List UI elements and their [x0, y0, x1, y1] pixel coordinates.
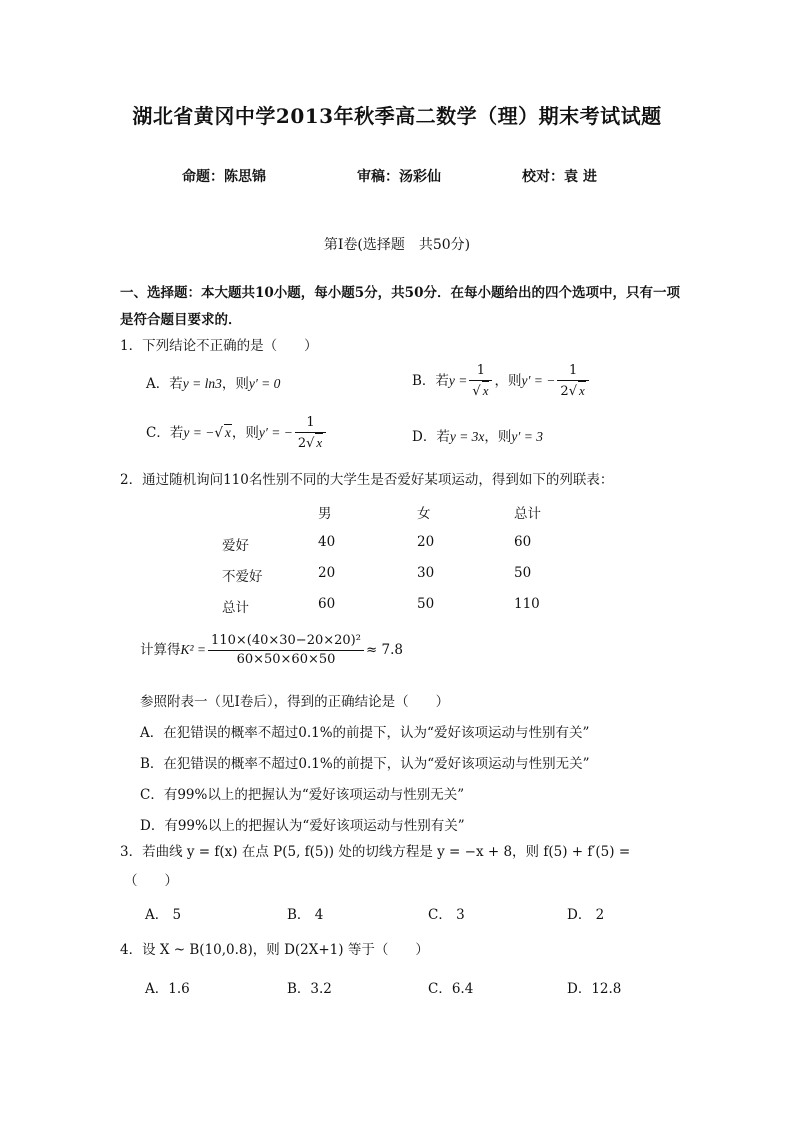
question-4-stem: 4．设 X ~ B(10,0.8)，则 D(2X+1) 等于（ ） [120, 942, 429, 958]
q1-b-res-fraction [557, 362, 588, 401]
q1-d-cond: y = 3x [449, 429, 485, 444]
table-cell: 110 [514, 596, 540, 612]
page-title: 湖北省黄冈中学2013年秋季高二数学（理）期末考试试题 [132, 104, 662, 128]
q2-calc-prefix: 计算得 [140, 642, 181, 658]
q2-calc-den: 60×50×60×50 [236, 652, 336, 667]
section-heading: 第Ⅰ卷(选择题 共50分) [323, 237, 471, 253]
q1-b-res-rad: x [578, 383, 585, 398]
q4-option-b: B．3.2 [287, 981, 332, 997]
table-header-female: 女 [417, 506, 431, 522]
author-credit: 命题：陈思锦 [182, 169, 266, 185]
q1-option-b [412, 362, 591, 401]
table-cell: 20 [318, 565, 336, 581]
table-cell: 50 [514, 565, 532, 581]
q1-option-c: C．若y = −√ x，则y′ = − $\frac{1}{2√ x}$ [146, 414, 328, 453]
proofreader-credit: 校对：袁 进 [522, 169, 597, 185]
table-row-label: 爱好 [222, 538, 249, 554]
table-row-label: 总计 [222, 600, 249, 616]
q1-c-res-rad: x [316, 435, 323, 450]
q1-c-res-den: 2√ x [297, 435, 323, 451]
q1-b-res-coef: 2 [560, 384, 569, 399]
q3-option-d: D． 2 [567, 907, 605, 923]
q1-c-res-coef: 2 [297, 436, 307, 451]
table-header-male: 男 [318, 506, 332, 522]
q1-c-res-num: 1 [295, 414, 326, 433]
q2-calc-lhs: K² = [180, 642, 207, 657]
table-cell: 30 [417, 565, 435, 581]
q1-c-prefix: C．若 [146, 425, 184, 441]
table-cell: 50 [417, 596, 435, 612]
q2-reference: 参照附表一（见Ⅰ卷后），得到的正确结论是（ ） [140, 694, 450, 710]
q2-calc-num: 110×(40×30−20×20)² [208, 632, 364, 651]
q1-b-lhs: y = [448, 373, 468, 388]
q1-a-cond: y = ln3 [182, 376, 222, 391]
q1-d-prefix: D．若 [412, 429, 450, 445]
instructions: 一、选择题：本大题共10小题，每小题5分，共50分．在每小题给出的四个选项中，只有一项是符合题目要求的． [120, 285, 680, 328]
q4-option-a: A．1.6 [145, 981, 190, 997]
q1-b-result: y′ = − [521, 373, 556, 388]
q1-d-mid: ，则 [484, 429, 512, 445]
q4-option-c: C．6.4 [428, 981, 474, 997]
question-3-paren: （ ） [124, 873, 178, 889]
table-cell: 20 [417, 534, 435, 550]
table-cell: 60 [318, 596, 336, 612]
q1-a-prefix: A．若 [146, 376, 183, 392]
question-3-stem: 3．若曲线 y = f(x) 在点 P(5, f(5)) 处的切线方程是 y = −x + 8，则 f(5) + f′(5) = [120, 844, 631, 860]
q1-c-res-fraction [295, 414, 326, 453]
q2-option-b: B．在犯错误的概率不超过0.1%的前提下，认为“爱好该项运动与性别无关” [140, 756, 590, 772]
q2-calc-approx: ≈ 7.8 [365, 642, 404, 658]
q4-option-d: D．12.8 [567, 981, 622, 997]
q2-option-c: C．有99%以上的把握认为“爱好该项运动与性别无关” [140, 787, 465, 803]
q2-option-a: A．在犯错误的概率不超过0.1%的前提下，认为“爱好该项运动与性别有关” [140, 725, 590, 741]
q1-b-den: √ x [472, 383, 489, 399]
q1-c-cond: y = − [183, 425, 215, 440]
q1-option-a [146, 372, 280, 392]
q1-c-result: y′ = − [258, 425, 293, 440]
table-header-total: 总计 [514, 506, 541, 522]
q1-b-res-den: 2√ x [560, 383, 585, 399]
q1-a-result: y′ = 0 [248, 376, 281, 391]
q1-b-prefix: B．若 [412, 373, 449, 389]
q3-option-b: B． 4 [287, 907, 324, 923]
q1-a-mid: ，则 [221, 376, 249, 392]
table-cell: 60 [514, 534, 532, 550]
q1-c-rad: x [224, 425, 231, 440]
table-row-label: 不爱好 [222, 569, 263, 585]
q3-option-a: A． 5 [145, 907, 182, 923]
q1-b-fraction [469, 362, 492, 401]
table-cell: 40 [318, 534, 336, 550]
reviewer-credit: 审稿：汤彩仙 [357, 169, 441, 185]
q2-option-d: D．有99%以上的把握认为“爱好该项运动与性别有关” [140, 818, 465, 834]
q3-option-c: C． 3 [428, 907, 465, 923]
q1-d-result: y′ = 3 [511, 429, 543, 444]
q2-calc-fraction [208, 632, 364, 669]
question-2-stem: 2．通过随机询问110名性别不同的大学生是否爱好某项运动，得到如下的列联表： [120, 472, 614, 488]
q1-b-num: 1 [469, 362, 492, 381]
q1-c-mid: ，则 [231, 425, 259, 441]
q1-b-mid: ，则 [494, 373, 522, 389]
question-1-stem: 1．下列结论不正确的是（ ） [120, 338, 318, 354]
q1-b-res-num: 1 [557, 362, 588, 381]
q1-option-d [412, 425, 543, 445]
q2-calculation [140, 632, 403, 669]
q1-b-den-rad: x [482, 383, 489, 398]
